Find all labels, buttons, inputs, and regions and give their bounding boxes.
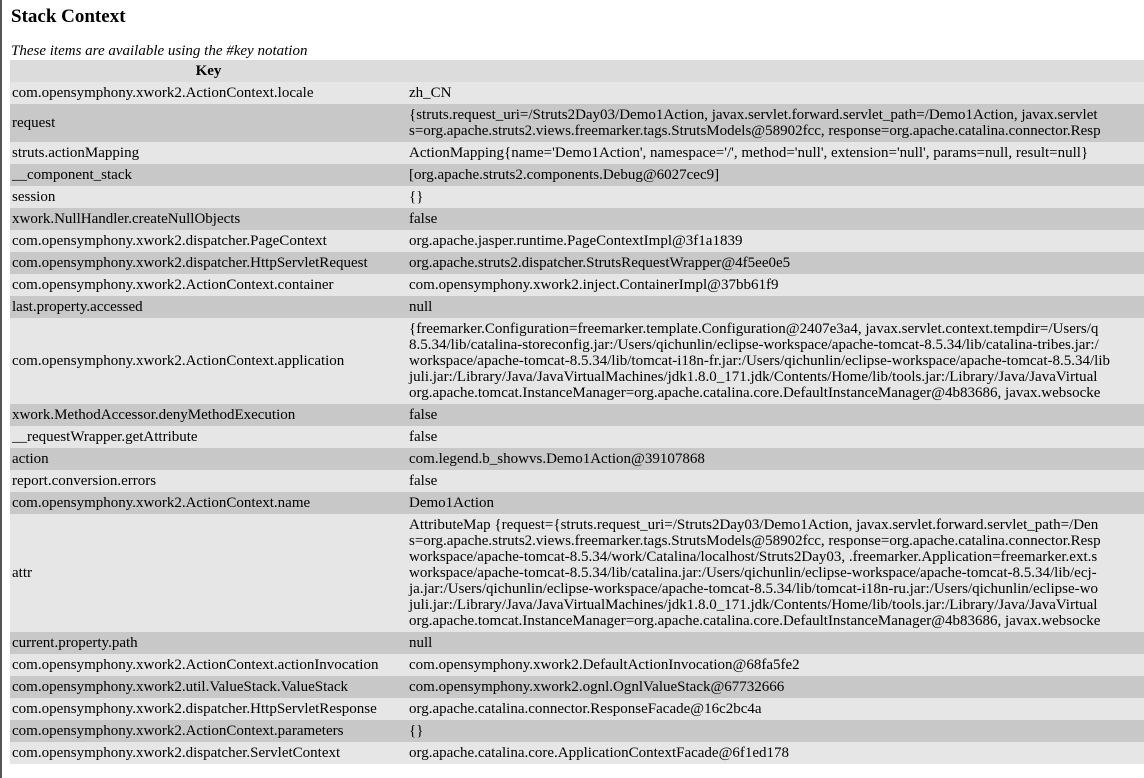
row-value-line: null xyxy=(409,299,433,315)
row-key: com.opensymphony.xwork2.ActionContext.actionInvocation xyxy=(10,654,407,676)
row-value-line: 8.5.34/lib/catalina-storeconfig.jar:/Users/qichunlin/eclipse-workspace/apache-tomcat-8.5.34/lib/catalina-tribes.jar:/ xyxy=(409,337,1099,353)
row-value-line: org.apache.tomcat.InstanceManager=org.apache.catalina.core.DefaultInstanceManager@4b83686, javax.websocke xyxy=(409,385,1101,401)
left-border xyxy=(0,0,2,778)
row-value xyxy=(407,742,1144,764)
row-value xyxy=(407,404,1144,426)
row-key: com.opensymphony.xwork2.ActionContext.parameters xyxy=(10,720,407,742)
page-title: Stack Context xyxy=(11,6,126,27)
table-row xyxy=(10,230,1144,252)
row-value-line: org.apache.catalina.connector.ResponseFacade@16c2bc4a xyxy=(409,701,762,717)
row-value xyxy=(407,426,1144,448)
row-value-line: ActionMapping{name='Demo1Action', namespace='/', method='null', extension='null', params=null, result=null} xyxy=(409,145,1089,161)
row-value-line: org.apache.jasper.runtime.PageContextImpl@3f1a1839 xyxy=(409,233,743,249)
table-row xyxy=(10,208,1144,230)
row-key: com.opensymphony.xwork2.dispatcher.ServletContext xyxy=(10,742,407,764)
row-key: request xyxy=(10,104,407,142)
row-value-line: false xyxy=(409,211,438,227)
table-row xyxy=(10,104,1144,142)
row-value-line: org.apache.catalina.core.ApplicationContextFacade@6f1ed178 xyxy=(409,745,790,761)
stack-context-table xyxy=(10,60,1144,764)
table-row xyxy=(10,318,1144,404)
row-value-line: {} xyxy=(409,723,424,739)
row-value-line: org.apache.struts2.dispatcher.StrutsRequestWrapper@4f5ee0e5 xyxy=(409,255,791,271)
row-value-line: false xyxy=(409,407,438,423)
table-row xyxy=(10,632,1144,654)
row-value-line: false xyxy=(409,429,438,445)
row-value xyxy=(407,676,1144,698)
stack-context-section xyxy=(11,0,1144,764)
table-row xyxy=(10,720,1144,742)
row-value-line: Demo1Action xyxy=(409,495,494,511)
table-row xyxy=(10,186,1144,208)
table-row xyxy=(10,470,1144,492)
row-value xyxy=(407,82,1144,104)
row-value-line: workspace/apache-tomcat-8.5.34/work/Catalina/localhost/Struts2Day03, .freemarker.Application=freemarker.ext.s xyxy=(409,549,1098,565)
table-row xyxy=(10,492,1144,514)
row-value-line: {} xyxy=(409,189,424,205)
row-key: com.opensymphony.xwork2.ActionContext.locale xyxy=(10,82,407,104)
table-row xyxy=(10,698,1144,720)
row-value-line: ja.jar:/Users/qichunlin/eclipse-workspace/apache-tomcat-8.5.34/lib/tomcat-i18n-ru.jar:/Users/qichunlin/eclipse-wo xyxy=(409,581,1098,597)
row-key: attr xyxy=(10,514,407,632)
row-key: current.property.path xyxy=(10,632,407,654)
row-value-line: workspace/apache-tomcat-8.5.34/lib/catalina.jar:/Users/qichunlin/eclipse-workspace/apache-tomcat-8.5.34/lib/ecj- xyxy=(409,565,1097,581)
page-subtitle: These items are available using the #key notation xyxy=(11,43,308,59)
table-header-row xyxy=(10,60,1144,82)
row-value-line: [org.apache.struts2.components.Debug@6027cec9] xyxy=(409,167,720,183)
table-row xyxy=(10,654,1144,676)
table-row xyxy=(10,142,1144,164)
row-value-line: false xyxy=(409,473,438,489)
row-value-line: {freemarker.Configuration=freemarker.template.Configuration@2407e3a4, javax.servlet.context.tempdir=/Users/q xyxy=(409,321,1099,337)
row-value xyxy=(407,318,1144,404)
row-key: com.opensymphony.xwork2.dispatcher.PageContext xyxy=(10,230,407,252)
row-value-line: org.apache.tomcat.InstanceManager=org.apache.catalina.core.DefaultInstanceManager@4b83686, javax.websocke xyxy=(409,613,1101,629)
row-key: com.opensymphony.xwork2.dispatcher.HttpServletResponse xyxy=(10,698,407,720)
table-row xyxy=(10,676,1144,698)
table-row xyxy=(10,426,1144,448)
row-key: last.property.accessed xyxy=(10,296,407,318)
row-value-line: s=org.apache.struts2.views.freemarker.tags.StrutsModels@58902fcc, response=org.apache.catalina.connector.Resp xyxy=(409,123,1101,139)
row-value-line: com.opensymphony.xwork2.inject.ContainerImpl@37bb61f9 xyxy=(409,277,779,293)
key-column-header: Key xyxy=(10,60,407,82)
row-value-line: s=org.apache.struts2.views.freemarker.tags.StrutsModels@58902fcc, response=org.apache.catalina.connector.Resp xyxy=(409,533,1101,549)
row-key: __component_stack xyxy=(10,164,407,186)
row-value xyxy=(407,448,1144,470)
row-key: report.conversion.errors xyxy=(10,470,407,492)
table-row xyxy=(10,164,1144,186)
row-value xyxy=(407,654,1144,676)
row-value xyxy=(407,492,1144,514)
row-key: com.opensymphony.xwork2.ActionContext.name xyxy=(10,492,407,514)
row-value xyxy=(407,720,1144,742)
row-value-line: workspace/apache-tomcat-8.5.34/lib/tomcat-i18n-fr.jar:/Users/qichunlin/eclipse-workspace/apache-tomcat-8.5.34/lib xyxy=(409,353,1111,369)
row-value-line: juli.jar:/Library/Java/JavaVirtualMachines/jdk1.8.0_171.jdk/Contents/Home/lib/tools.jar:/Library/Java/JavaVirtual xyxy=(409,597,1098,613)
row-value xyxy=(407,296,1144,318)
row-value-line: com.legend.b_showvs.Demo1Action@39107868 xyxy=(409,451,705,467)
table-row xyxy=(10,274,1144,296)
row-key: session xyxy=(10,186,407,208)
row-value xyxy=(407,142,1144,164)
value-column-header xyxy=(407,60,1144,82)
row-key: action xyxy=(10,448,407,470)
table-row xyxy=(10,82,1144,104)
row-value xyxy=(407,252,1144,274)
row-value xyxy=(407,104,1144,142)
row-value xyxy=(407,698,1144,720)
table-row xyxy=(10,404,1144,426)
row-value-line: null xyxy=(409,635,433,651)
row-key: com.opensymphony.xwork2.dispatcher.HttpServletRequest xyxy=(10,252,407,274)
row-key: com.opensymphony.xwork2.ActionContext.application xyxy=(10,318,407,404)
row-value-line: com.opensymphony.xwork2.ognl.OgnlValueStack@67732666 xyxy=(409,679,785,695)
row-value-line: AttributeMap {request={struts.request_uri=/Struts2Day03/Demo1Action, javax.servlet.forward.servlet_path=/Den xyxy=(409,517,1099,533)
row-value xyxy=(407,274,1144,296)
row-value xyxy=(407,186,1144,208)
table-row xyxy=(10,296,1144,318)
row-key: xwork.NullHandler.createNullObjects xyxy=(10,208,407,230)
row-key: com.opensymphony.xwork2.util.ValueStack.ValueStack xyxy=(10,676,407,698)
row-key: xwork.MethodAccessor.denyMethodExecution xyxy=(10,404,407,426)
row-value xyxy=(407,208,1144,230)
row-value-line: {struts.request_uri=/Struts2Day03/Demo1Action, javax.servlet.forward.servlet_path=/Demo1Action, javax.servlet xyxy=(409,107,1098,123)
table-row xyxy=(10,742,1144,764)
row-value xyxy=(407,470,1144,492)
row-key: __requestWrapper.getAttribute xyxy=(10,426,407,448)
row-value xyxy=(407,164,1144,186)
row-value xyxy=(407,514,1144,632)
row-value-line: zh_CN xyxy=(409,85,452,101)
row-value-line: com.opensymphony.xwork2.DefaultActionInvocation@68fa5fe2 xyxy=(409,657,800,673)
row-value xyxy=(407,632,1144,654)
row-key: struts.actionMapping xyxy=(10,142,407,164)
row-value-line: juli.jar:/Library/Java/JavaVirtualMachines/jdk1.8.0_171.jdk/Contents/Home/lib/tools.jar:/Library/Java/JavaVirtual xyxy=(409,369,1098,385)
table-body xyxy=(10,82,1144,764)
table-row xyxy=(10,252,1144,274)
row-value xyxy=(407,230,1144,252)
table-row xyxy=(10,514,1144,632)
row-key: com.opensymphony.xwork2.ActionContext.container xyxy=(10,274,407,296)
table-row xyxy=(10,448,1144,470)
